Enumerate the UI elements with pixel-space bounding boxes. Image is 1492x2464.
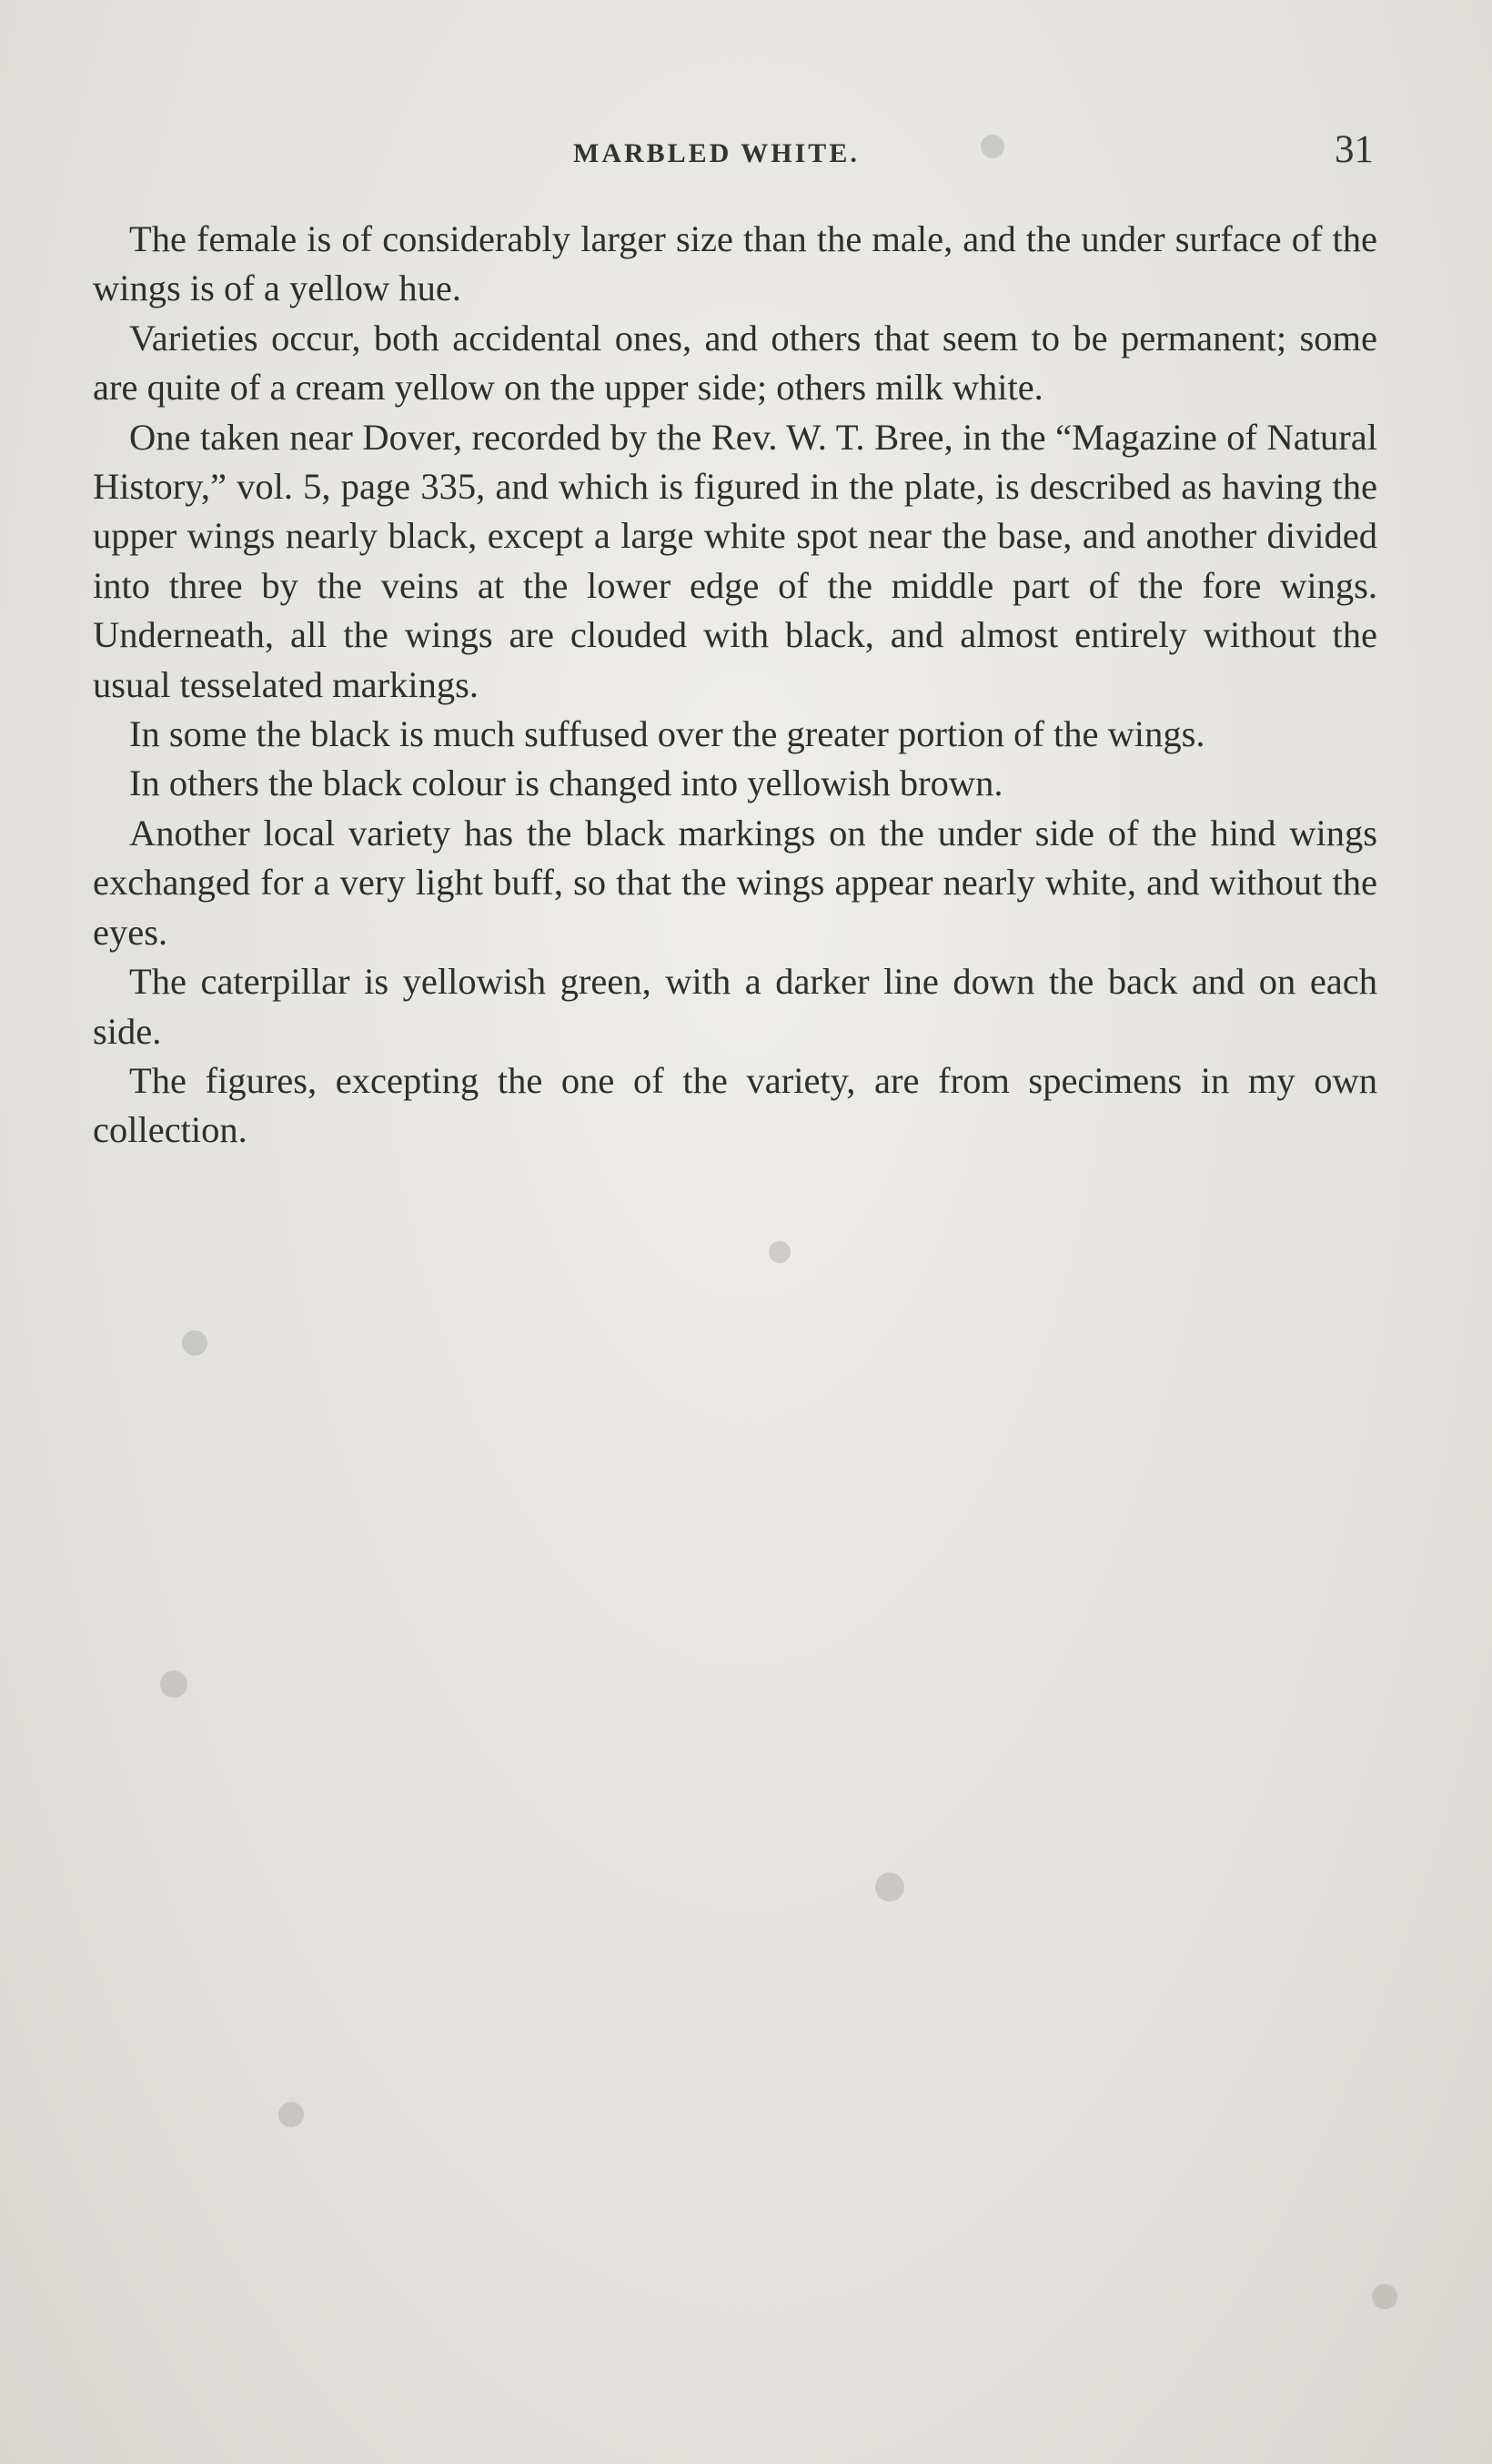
paragraph: The female is of considerably larger size than the male, and the under surface of the wings is of a yellow hue.: [93, 218, 1377, 309]
paper-speck: [182, 1330, 207, 1356]
paragraph: One taken near Dover, recorded by the Rev. W. T. Bree, in the “Magazine of Natural History,” vol. 5, page 335, and which is figured in the plate, is described as having the upper wings nearly black, except a large white spot near the base, and another divided into three by the veins at the lower edge of the middle part of the fore wings. Underneath, all the wings are clouded with black, and almost entirely without the usual tesselated markings.: [93, 416, 1377, 705]
body-text: [93, 215, 1377, 1156]
paper-speck: [875, 1873, 904, 1902]
paragraph: Another local variety has the black markings on the under side of the hind wings exchanged for a very light buff, so that the wings appear nearly white, and without the eyes.: [93, 812, 1377, 953]
page-number: 31: [1335, 128, 1374, 171]
page-header: [91, 127, 1374, 182]
running-head: MARBLED WHITE.: [573, 138, 860, 168]
paragraph: The caterpillar is yellowish green, with a darker line down the back and on each side.: [93, 961, 1377, 1052]
paragraph: Varieties occur, both accidental ones, and others that seem to be permanent; some are quite of a cream yellow on the upper side; others milk white.: [93, 317, 1377, 409]
paragraph: In some the black is much suffused over the greater portion of the wings.: [129, 713, 1205, 755]
paper-speck: [769, 1241, 791, 1263]
paper-speck: [278, 2102, 304, 2127]
paragraph: In others the black colour is changed into yellowish brown.: [129, 762, 1003, 804]
paragraph: The figures, excepting the one of the variety, are from specimens in my own collection.: [93, 1059, 1377, 1151]
paper-speck: [1372, 2284, 1397, 2309]
paper-speck: [160, 1671, 187, 1698]
